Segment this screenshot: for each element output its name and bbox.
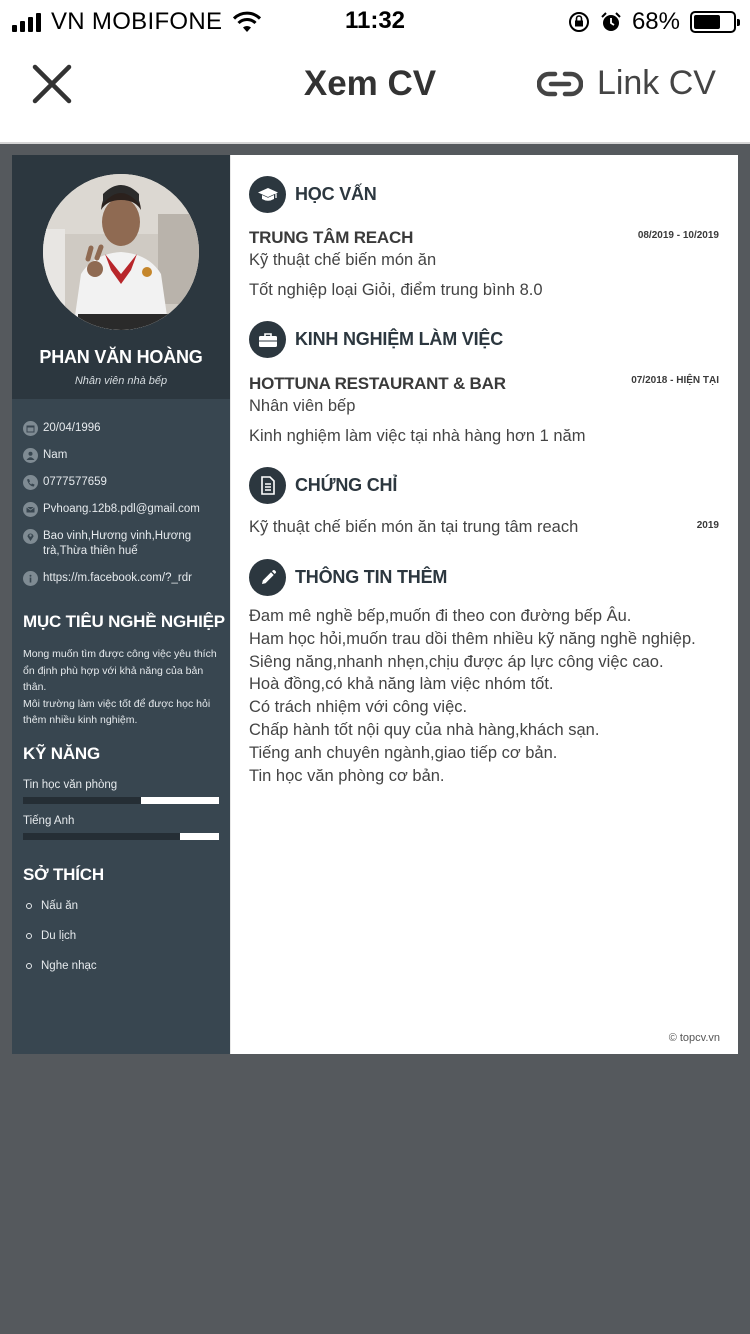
nav-bar (0, 42, 750, 144)
list-item: Du lịch (26, 928, 97, 943)
location-pin-icon (23, 529, 38, 544)
page-title: Xem CV (303, 64, 437, 103)
hobbies-title: SỞ THÍCH (23, 865, 104, 884)
list-item: Siêng năng,nhanh nhẹn,chịu được áp lực công việc cao. (249, 652, 664, 671)
link-cv-button[interactable] (537, 64, 716, 103)
cv-main (230, 155, 738, 1054)
experience-header (249, 321, 503, 358)
info-gender: Nam (23, 448, 223, 463)
objective-title: MỤC TIÊU NGHỀ NGHIỆP (23, 612, 225, 631)
certificate-year: 2019 (696, 520, 719, 531)
contact-info (23, 421, 223, 598)
list-item: Ham học hỏi,muốn trau dồi thêm nhiều kỹ năng nghề nghiệp. (249, 629, 696, 648)
topcv-credit: © topcv.vn (668, 1032, 720, 1044)
hobbies-list (26, 898, 97, 988)
extra-info-header (249, 559, 447, 596)
list-item: Hoà đồng,có khả năng làm việc nhóm tốt. (249, 675, 554, 694)
education-header (249, 176, 377, 213)
user-icon (23, 448, 38, 463)
education-school: TRUNG TÂM REACH (249, 228, 414, 247)
list-item: Nghe nhạc (26, 958, 97, 973)
link-icon (537, 70, 583, 98)
carrier-name: VN MOBIFONE (51, 8, 223, 35)
info-birthday: 20/04/1996 (23, 421, 223, 436)
certificates-title: CHỨNG CHỈ (295, 475, 398, 495)
pencil-icon (249, 559, 286, 596)
skill-level-bar (23, 797, 219, 804)
skills-title: KỸ NĂNG (23, 744, 100, 763)
education-title: HỌC VẤN (295, 184, 377, 204)
list-item: Tiếng anh chuyên ngành,giao tiếp cơ bản. (249, 743, 558, 762)
list-item: Chấp hành tốt nội quy của nhà hàng,khách sạn. (249, 720, 600, 739)
bullet-icon (26, 933, 32, 939)
calendar-icon (23, 421, 38, 436)
status-bar (0, 0, 750, 42)
experience-position: Nhân viên bếp (249, 397, 356, 415)
email-icon (23, 502, 38, 517)
phone-icon (23, 475, 38, 490)
experience-title: KINH NGHIỆM LÀM VIỆC (295, 329, 504, 349)
education-date: 08/2019 - 10/2019 (637, 230, 719, 241)
objective-text: Mong muốn tìm được công việc yêu thích ổn định phù hợp với khả năng của bản thân. Môi trường làm việc tốt để được học hỏi thêm nhiều kinh nghiệm. (23, 648, 217, 726)
cv-sidebar (12, 155, 230, 1054)
experience-date: 07/2018 - HIỆN TẠI (631, 375, 719, 386)
info-website: https://m.facebook.com/?_rdr (23, 571, 223, 586)
candidate-role: Nhân viên nhà bếp (74, 375, 168, 387)
skill-item: Tin học văn phòng (23, 779, 219, 804)
battery-icon (690, 11, 736, 33)
graduation-cap-icon (249, 176, 286, 213)
info-icon (23, 571, 38, 586)
briefcase-icon (249, 321, 286, 358)
info-address: Bao vinh,Hương vinh,Hương trà,Thừa thiên huế (23, 529, 223, 559)
bullet-icon (26, 903, 32, 909)
skill-level-bar (23, 833, 219, 840)
list-item: Tin học văn phòng cơ bản. (249, 766, 445, 785)
rotation-lock-icon (568, 11, 590, 33)
link-cv-label: Link CV (596, 64, 716, 102)
education-major: Kỹ thuật chế biến món ăn (249, 251, 437, 269)
bullet-icon (26, 963, 32, 969)
cv-document (12, 155, 738, 1054)
document-icon (249, 467, 286, 504)
experience-company: HOTTUNA RESTAURANT & BAR (249, 374, 506, 393)
info-email: Pvhoang.12b8.pdl@gmail.com (23, 502, 223, 517)
extra-info-title: THÔNG TIN THÊM (295, 567, 448, 587)
extra-info-text (249, 605, 696, 787)
list-item: Đam mê nghề bếp,muốn đi theo con đường bếp Âu. (249, 607, 632, 625)
avatar (43, 174, 199, 330)
list-item: Nấu ăn (26, 898, 97, 913)
candidate-name: PHAN VĂN HOÀNG (39, 347, 203, 367)
battery-percent: 68% (631, 8, 680, 35)
certificate-name: Kỹ thuật chế biến món ăn tại trung tâm reach (249, 518, 579, 536)
experience-note: Kinh nghiệm làm việc tại nhà hàng hơn 1 năm (249, 427, 586, 445)
clock: 11:32 (344, 7, 406, 34)
certificates-header (249, 467, 397, 504)
alarm-icon (600, 11, 622, 33)
profile-header (12, 155, 230, 399)
skill-item: Tiếng Anh (23, 815, 219, 840)
info-phone: 0777577659 (23, 475, 223, 490)
list-item: Có trách nhiệm với công việc. (249, 698, 468, 717)
education-note: Tốt nghiệp loại Giỏi, điểm trung bình 8.0 (249, 281, 543, 299)
